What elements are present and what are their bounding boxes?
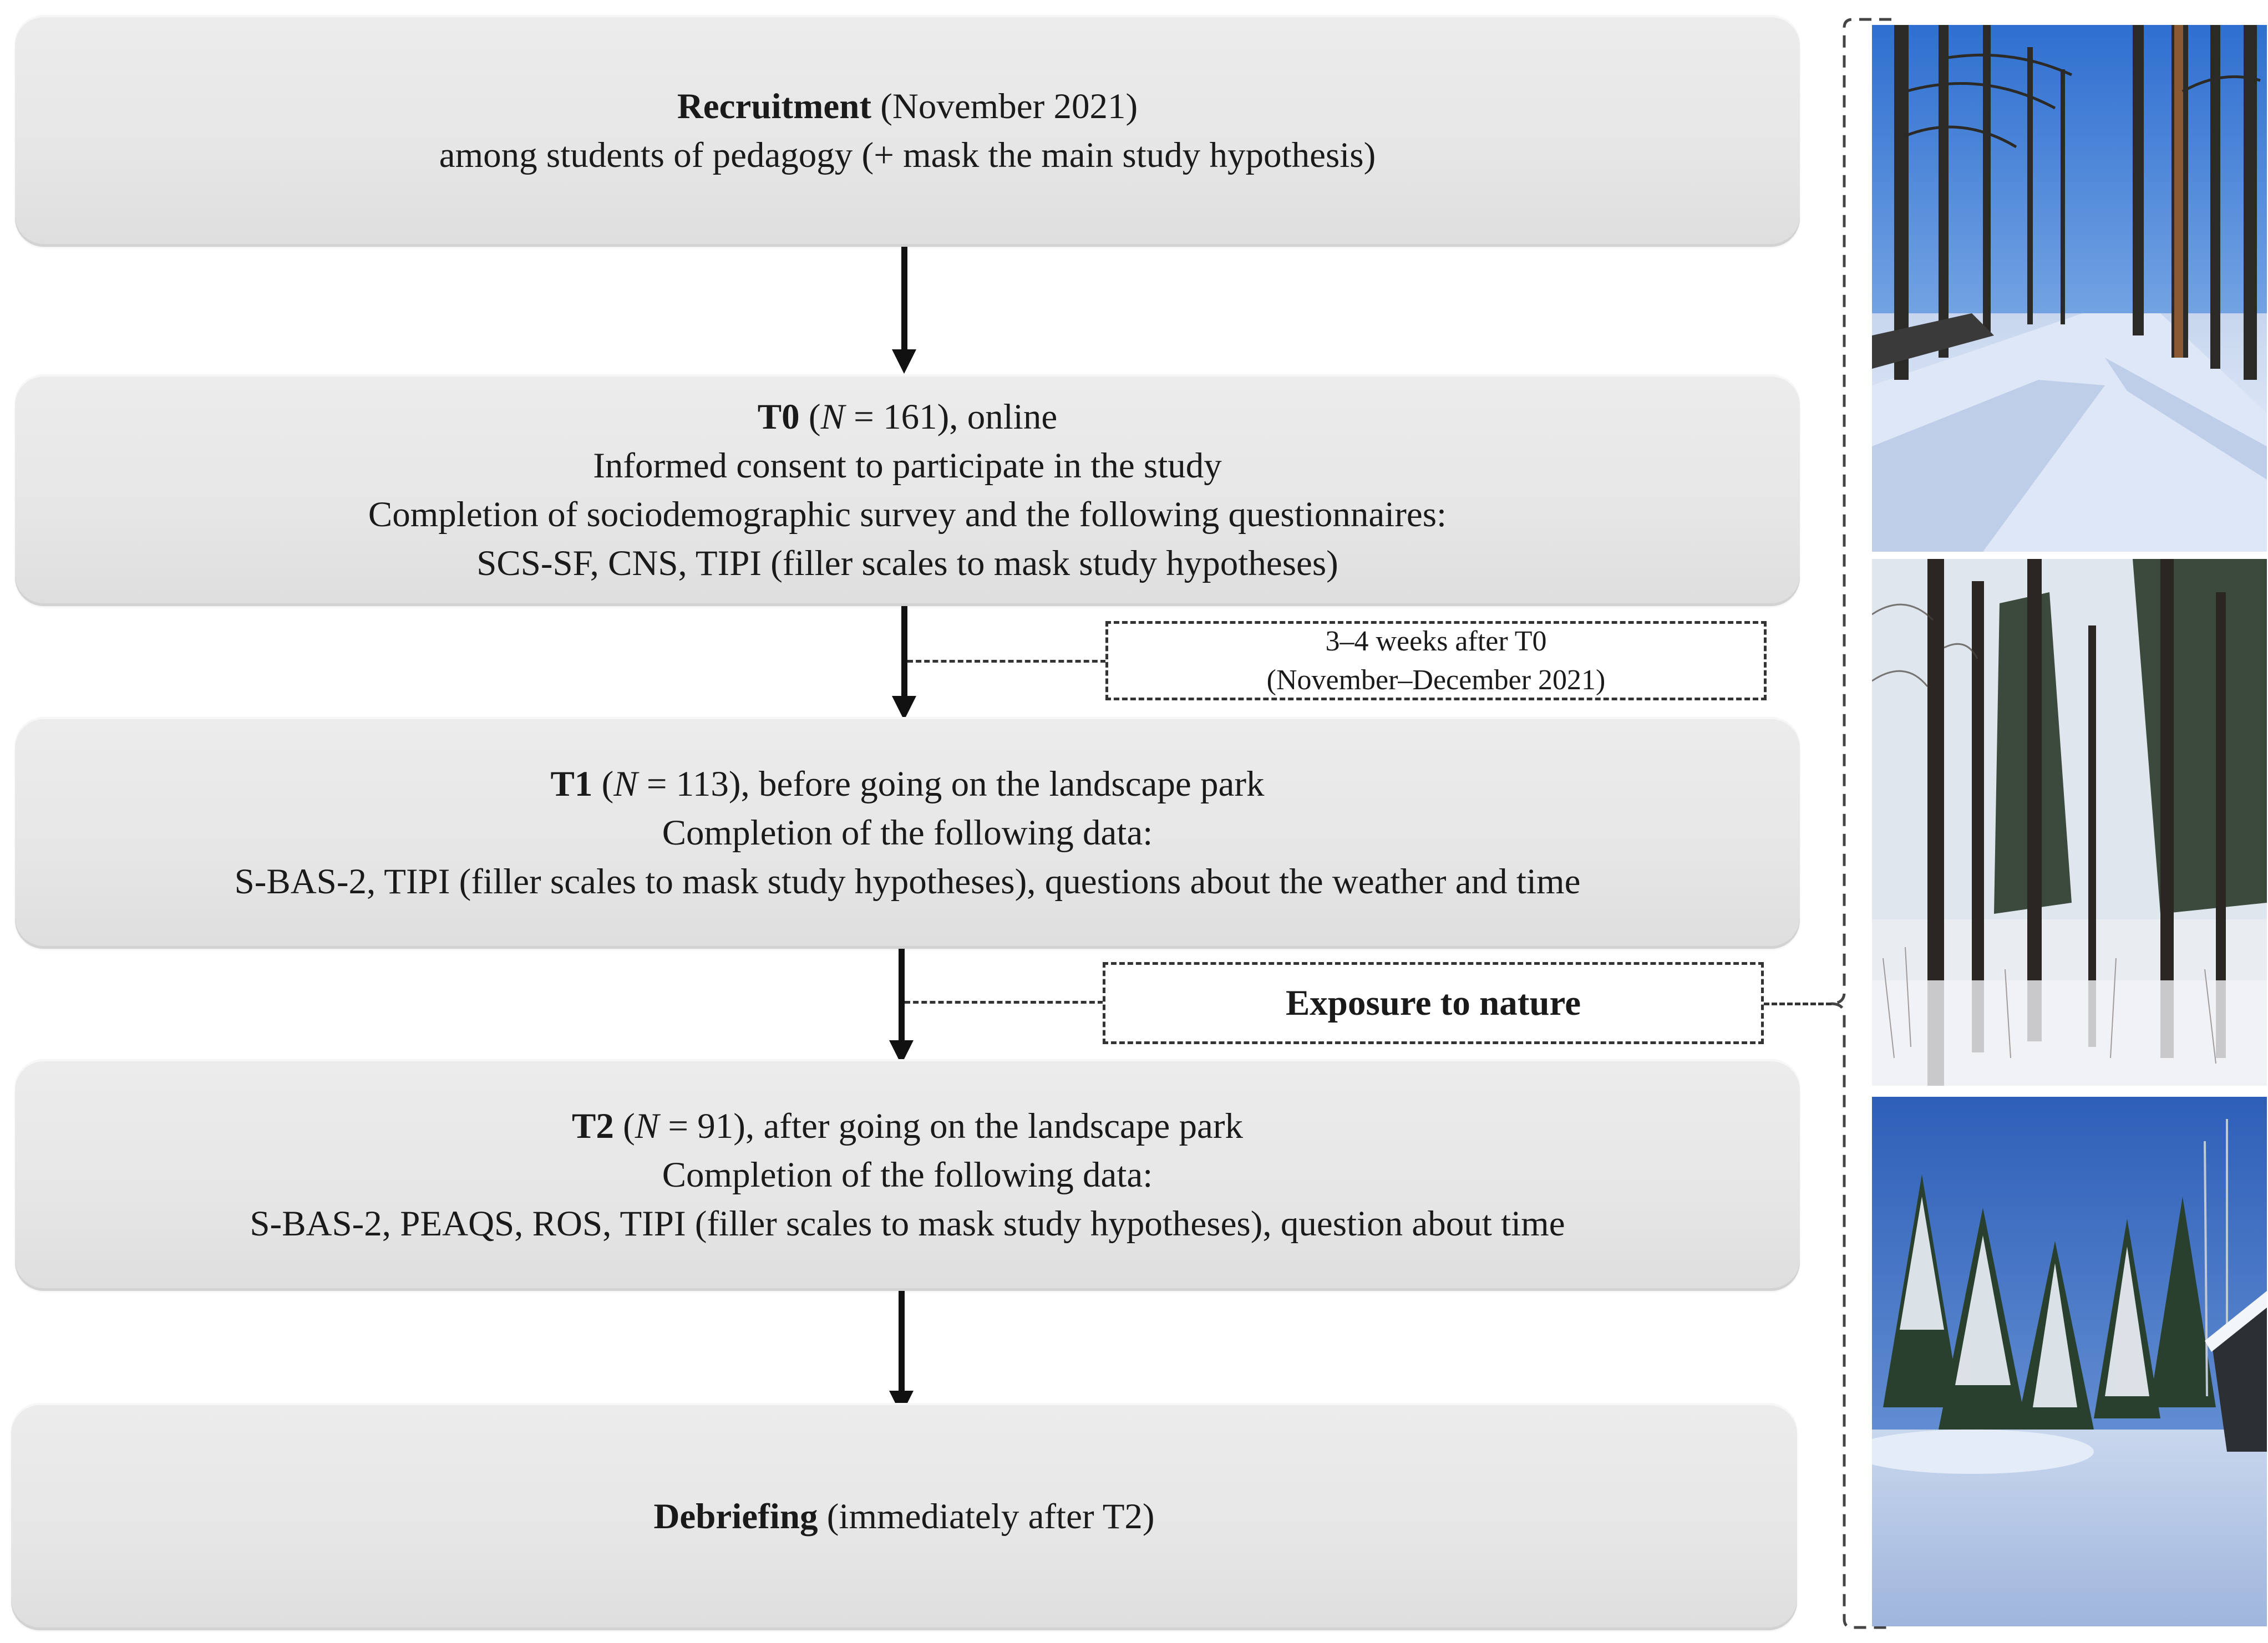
arrow-head-1 xyxy=(892,349,916,374)
t1-n-label: N xyxy=(613,764,638,804)
t1-n-value: = 113), before going on the landscape park xyxy=(637,764,1265,804)
debriefing-bold: Debriefing xyxy=(653,1497,818,1537)
t1-scales: S-BAS-2, TIPI (filler scales to mask study hypotheses), questions about the weather and time xyxy=(234,862,1581,902)
photo-snowy-spruces-clearing xyxy=(1872,1097,2267,1626)
t0-n-label: N xyxy=(820,397,845,437)
arrow-shaft-4 xyxy=(899,1291,905,1393)
interval-line-2: (November–December 2021) xyxy=(1266,664,1606,696)
arrow-shaft-3 xyxy=(899,949,905,1043)
debriefing-box xyxy=(11,1403,1797,1630)
t0-box xyxy=(15,374,1800,606)
arrow-shaft-1 xyxy=(901,247,907,352)
recruitment-bold: Recruitment xyxy=(677,87,871,126)
t0-scales: SCS-SF, CNS, TIPI (filler scales to mask study hypotheses) xyxy=(476,543,1338,583)
t0-title: T0 (N = 161), online xyxy=(757,397,1058,437)
t0-n-value: = 161), online xyxy=(844,397,1058,437)
recruitment-description: among students of pedagogy (+ mask the main study hypothesis) xyxy=(439,135,1376,175)
t2-n-value: = 91), after going on the landscape park xyxy=(659,1106,1243,1146)
exposure-note xyxy=(1103,962,1764,1044)
t2-scales: S-BAS-2, PEAQS, ROS, TIPI (filler scales to mask study hypotheses), question about time xyxy=(250,1204,1565,1244)
interval-note xyxy=(1105,621,1767,700)
t1-bold: T1 xyxy=(550,764,593,804)
arrow-shaft-2 xyxy=(901,606,907,699)
photo-snowy-tall-trees xyxy=(1872,559,2267,1086)
t2-bold: T2 xyxy=(572,1106,614,1146)
t1-completion: Completion of the following data: xyxy=(662,813,1153,853)
recruitment-date: (November 2021) xyxy=(871,87,1138,126)
t2-completion: Completion of the following data: xyxy=(662,1155,1153,1195)
exposure-connector xyxy=(905,1001,1103,1004)
photo-snowy-forest-road xyxy=(1872,25,2267,552)
interval-line-1: 3–4 weeks after T0 xyxy=(1325,625,1547,657)
t0-completion: Completion of sociodemographic survey and the following questionnaires: xyxy=(368,495,1447,535)
t1-box xyxy=(15,717,1800,949)
exposure-label: Exposure to nature xyxy=(1285,983,1581,1023)
t2-title: T2 (N = 91), after going on the landscape park xyxy=(572,1106,1243,1146)
interval-connector xyxy=(907,660,1106,663)
t2-n-label: N xyxy=(635,1106,659,1146)
debriefing-timing: (immediately after T2) xyxy=(818,1497,1155,1537)
t2-box xyxy=(15,1059,1800,1291)
recruitment-box xyxy=(15,15,1800,247)
exposure-to-bracket-connector xyxy=(1764,1003,1831,1005)
t1-title: T1 (N = 113), before going on the landscape park xyxy=(550,764,1265,804)
recruitment-title xyxy=(677,82,1138,131)
debriefing-title xyxy=(653,1492,1154,1541)
t0-bold: T0 xyxy=(757,397,800,437)
t0-consent: Informed consent to participate in the study xyxy=(593,446,1222,486)
